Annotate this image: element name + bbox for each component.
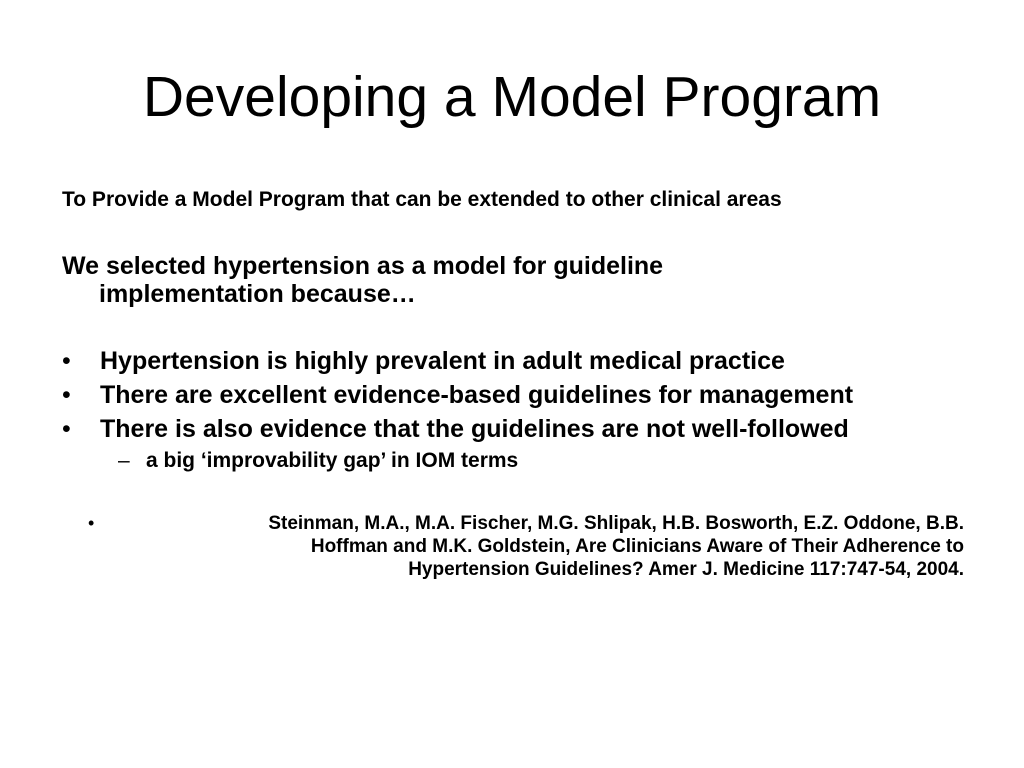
intro-line-2: implementation because… (99, 280, 416, 308)
reference-line-1: Steinman, M.A., M.A. Fischer, M.G. Shlipak, H.B. Bosworth, E.Z. Oddone, B.B. (268, 513, 964, 534)
list-item-text: There are excellent evidence-based guidelines for management (100, 381, 854, 409)
sub-bullet-text: a big ‘improvability gap’ in IOM terms (146, 449, 519, 472)
reference-citation (88, 512, 964, 581)
sub-bullet (118, 448, 518, 474)
dash-icon: – (118, 449, 130, 472)
list-item (62, 344, 853, 378)
list-item (62, 412, 853, 446)
goal-statement: To Provide a Model Program that can be extended to other clinical areas (62, 188, 782, 211)
bullet-icon: • (62, 347, 71, 375)
bullet-icon: • (62, 415, 71, 443)
reference-line-2: Hoffman and M.K. Goldstein, Are Clinicians Aware of Their Adherence to (310, 536, 964, 557)
bullet-icon: • (62, 381, 71, 409)
reference-line-3: Hypertension Guidelines? Amer J. Medicine 117:747-54, 2004. (408, 559, 964, 580)
reasons-list (62, 344, 853, 446)
list-item-text: There is also evidence that the guidelines are not well-followed (100, 415, 849, 443)
slide-title: Developing a Model Program (142, 65, 882, 129)
intro-line-1: We selected hypertension as a model for guideline (62, 252, 664, 280)
list-item (62, 378, 853, 412)
intro-paragraph (62, 252, 802, 308)
list-item-text: Hypertension is highly prevalent in adult medical practice (100, 347, 785, 375)
bullet-icon: • (88, 513, 95, 533)
reference-text (128, 512, 964, 581)
